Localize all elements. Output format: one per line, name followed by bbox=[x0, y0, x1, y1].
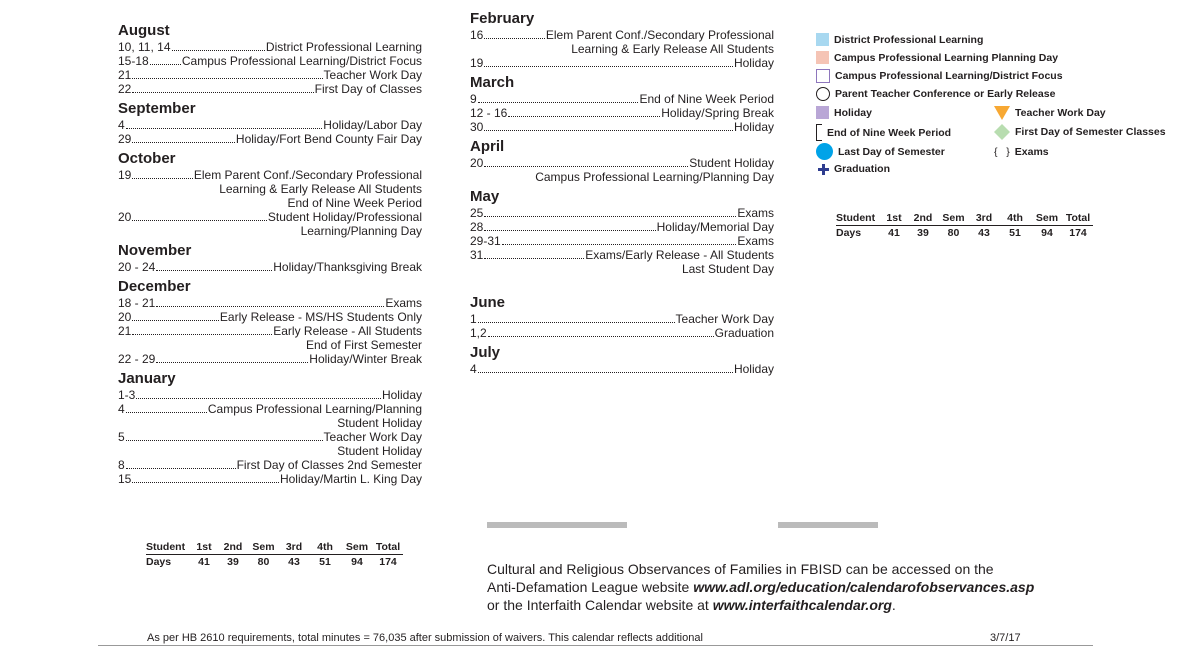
event-text: Teacher Work Day bbox=[323, 68, 422, 82]
event-text: First Day of Classes 2nd Semester bbox=[236, 458, 422, 472]
dot-leader bbox=[156, 306, 384, 307]
event-text: Teacher Work Day bbox=[675, 312, 774, 326]
circle-outline-icon bbox=[816, 87, 830, 101]
legend-teacher-work: Teacher Work Day bbox=[994, 106, 1106, 120]
event-date: 29-31 bbox=[470, 234, 501, 248]
event-text: Holiday/Memorial Day bbox=[656, 220, 774, 234]
dot-leader bbox=[132, 334, 272, 335]
dot-leader bbox=[484, 66, 733, 67]
days-header-cell: 4th bbox=[999, 211, 1031, 226]
event-row bbox=[118, 210, 422, 224]
event-text: Holiday/Martin L. King Day bbox=[279, 472, 422, 486]
event-row bbox=[470, 120, 774, 134]
event-date: 20 bbox=[470, 156, 484, 170]
days-value-cell: 51 bbox=[319, 556, 331, 568]
event-date: 10, 11, 14 bbox=[118, 40, 171, 54]
event-text: Student Holiday bbox=[689, 156, 774, 170]
divider bbox=[98, 645, 1093, 646]
dot-leader bbox=[484, 258, 584, 259]
district-swatch-icon bbox=[816, 33, 829, 46]
braces-icon: { } bbox=[994, 146, 1010, 158]
observances-note: Cultural and Religious Observances of Families in FBISD can be accessed on the Anti-Defamation League website www.adl.org/education/calendarofobservances.asp or the Interfaith Calendar website at www.interfaithcalendar.org. bbox=[487, 561, 1035, 613]
event-row bbox=[470, 28, 774, 42]
days-value-cell: 174 bbox=[1069, 227, 1087, 239]
event-text: Early Release - MS/HS Students Only bbox=[219, 310, 422, 324]
event-date: 21 bbox=[118, 68, 132, 82]
dot-leader bbox=[484, 130, 733, 131]
dot-leader bbox=[132, 92, 313, 93]
days-header-cell: Student bbox=[836, 211, 880, 226]
event-date: 12 - 16 bbox=[470, 106, 508, 120]
days-header-row bbox=[146, 540, 403, 555]
event-text: Holiday/Spring Break bbox=[661, 106, 774, 120]
event-text: District Professional Learning bbox=[265, 40, 422, 54]
event-row bbox=[470, 92, 774, 106]
event-date: 29 bbox=[118, 132, 132, 146]
days-value-cell: 39 bbox=[917, 227, 929, 239]
event-date: 4 bbox=[470, 362, 477, 376]
dot-leader bbox=[126, 412, 207, 413]
event-date: 20 - 24 bbox=[118, 260, 156, 274]
event-row bbox=[118, 310, 422, 324]
filled-circle-icon bbox=[816, 143, 833, 160]
dot-leader bbox=[126, 440, 323, 441]
event-text: Holiday/Winter Break bbox=[309, 352, 422, 366]
event-row bbox=[470, 234, 774, 248]
days-value-row bbox=[146, 555, 403, 570]
event-date: 1-3 bbox=[118, 388, 136, 402]
days-header-cell: 1st bbox=[880, 211, 908, 226]
days-value-cell: 43 bbox=[288, 556, 300, 568]
holiday-swatch-icon bbox=[816, 106, 829, 119]
second-semester-column bbox=[470, 6, 774, 376]
event-text: End of Nine Week Period bbox=[639, 92, 774, 106]
days-header-cell: Student bbox=[146, 540, 190, 555]
event-text-continued: End of Nine Week Period bbox=[287, 196, 422, 210]
days-header-cell: Sem bbox=[1031, 211, 1063, 226]
event-date: 21 bbox=[118, 324, 132, 338]
event-date: 8 bbox=[118, 458, 125, 472]
event-date: 25 bbox=[470, 206, 484, 220]
days-header-cell: Total bbox=[373, 540, 403, 555]
spacer bbox=[470, 276, 774, 290]
event-row bbox=[118, 54, 422, 68]
days-header-cell: 2nd bbox=[218, 540, 248, 555]
event-row bbox=[118, 324, 422, 338]
event-row bbox=[118, 430, 422, 444]
dot-leader bbox=[132, 142, 235, 143]
days-value-cell: 51 bbox=[1009, 227, 1021, 239]
cross-icon bbox=[818, 164, 829, 175]
event-text: Exams bbox=[737, 234, 774, 248]
instructional-days-table bbox=[836, 211, 1093, 240]
days-value-cell: 41 bbox=[888, 227, 900, 239]
dot-leader bbox=[484, 166, 688, 167]
event-text: Campus Professional Learning/Planning bbox=[207, 402, 422, 416]
event-row bbox=[118, 132, 422, 146]
days-value-cell: 80 bbox=[947, 227, 960, 239]
dot-leader bbox=[478, 322, 675, 323]
days-value-cell: 80 bbox=[257, 556, 270, 568]
event-row bbox=[470, 156, 774, 170]
event-date: 28 bbox=[470, 220, 484, 234]
dot-leader bbox=[484, 216, 736, 217]
event-text-continued: Student Holiday bbox=[337, 416, 422, 430]
event-row bbox=[118, 168, 422, 182]
month-heading: May bbox=[470, 188, 500, 205]
footer-note: As per HB 2610 requirements, total minutes = 76,035 after submission of waivers. This calendar reflects additional bbox=[147, 632, 703, 644]
dot-leader bbox=[478, 102, 639, 103]
dot-leader bbox=[172, 50, 265, 51]
month-heading: April bbox=[470, 138, 505, 155]
dot-leader bbox=[132, 482, 279, 483]
month-heading: August bbox=[118, 22, 170, 39]
dot-leader bbox=[126, 128, 323, 129]
event-row bbox=[118, 260, 422, 274]
days-value-cell: 174 bbox=[379, 556, 397, 568]
event-date: 19 bbox=[118, 168, 132, 182]
month-heading: November bbox=[118, 242, 192, 259]
days-table-right bbox=[836, 211, 1093, 240]
legend-holiday: Holiday bbox=[816, 106, 872, 119]
month-heading: March bbox=[470, 74, 515, 91]
event-row bbox=[470, 248, 774, 262]
event-text: Holiday/Thanksgiving Break bbox=[273, 260, 422, 274]
event-row bbox=[470, 106, 774, 120]
days-value-row bbox=[836, 226, 1093, 241]
campus-focus-swatch-icon bbox=[816, 69, 830, 83]
legend-district-pl: District Professional Learning bbox=[816, 33, 983, 46]
dot-leader bbox=[136, 398, 381, 399]
event-text-continued: Learning/Planning Day bbox=[300, 224, 422, 238]
event-text: Holiday bbox=[733, 120, 774, 134]
event-row bbox=[470, 326, 774, 340]
event-text: First Day of Classes bbox=[314, 82, 422, 96]
event-date: 22 - 29 bbox=[118, 352, 156, 366]
event-text: Elem Parent Conf./Secondary Professional bbox=[545, 28, 774, 42]
dot-leader bbox=[132, 178, 193, 179]
month-heading: January bbox=[118, 370, 176, 387]
days-header-cell: Sem bbox=[938, 211, 969, 226]
first-semester-column bbox=[118, 18, 422, 486]
adl-link[interactable]: www.adl.org/education/calendarofobservances.asp bbox=[693, 579, 1035, 595]
event-row bbox=[470, 220, 774, 234]
days-header-cell: 4th bbox=[309, 540, 341, 555]
bracket-icon bbox=[816, 124, 822, 141]
legend-exams: { } Exams bbox=[994, 146, 1049, 158]
days-header-cell: Sem bbox=[248, 540, 279, 555]
event-text: Early Release - All Students bbox=[273, 324, 422, 338]
dot-leader bbox=[132, 78, 322, 79]
month-heading: July bbox=[470, 344, 501, 361]
event-row bbox=[118, 40, 422, 54]
event-date: 22 bbox=[118, 82, 132, 96]
days-value-cell: 39 bbox=[227, 556, 239, 568]
event-text: Holiday/Fort Bend County Fair Day bbox=[235, 132, 422, 146]
event-date: 1,2 bbox=[470, 326, 487, 340]
event-row bbox=[118, 458, 422, 472]
legend-conference: Parent Teacher Conference or Early Release bbox=[816, 87, 1055, 101]
event-text: Graduation bbox=[714, 326, 774, 340]
event-date: 15 bbox=[118, 472, 132, 486]
event-date: 31 bbox=[470, 248, 484, 262]
dot-leader bbox=[484, 230, 655, 231]
legend-campus-planning: Campus Professional Learning Planning Day bbox=[816, 51, 1058, 64]
days-header-row bbox=[836, 211, 1093, 226]
event-text-continued: End of First Semester bbox=[305, 338, 422, 352]
revision-date: 3/7/17 bbox=[990, 632, 1021, 644]
event-date: 9 bbox=[470, 92, 477, 106]
event-row bbox=[118, 296, 422, 310]
event-row bbox=[118, 352, 422, 366]
dot-leader bbox=[132, 220, 267, 221]
dot-leader bbox=[484, 38, 545, 39]
days-value-cell: Days bbox=[836, 227, 862, 239]
days-header-cell: Sem bbox=[341, 540, 373, 555]
dot-leader bbox=[502, 244, 737, 245]
event-date: 16 bbox=[470, 28, 484, 42]
legend-first-day: First Day of Semester Classes bbox=[994, 124, 1166, 140]
days-header-cell: 3rd bbox=[279, 540, 309, 555]
event-text: Teacher Work Day bbox=[323, 430, 422, 444]
event-text-continued: Learning & Early Release All Students bbox=[219, 182, 422, 196]
days-value-cell: 94 bbox=[1041, 227, 1053, 239]
event-date: 4 bbox=[118, 118, 125, 132]
dot-leader bbox=[156, 362, 308, 363]
days-value-cell: Days bbox=[146, 556, 172, 568]
month-heading: June bbox=[470, 294, 506, 311]
cropped-text-fragment bbox=[487, 522, 627, 528]
event-text: Holiday bbox=[381, 388, 422, 402]
legend-campus-focus: Campus Professional Learning/District Focus bbox=[816, 69, 1063, 83]
days-value-cell: 94 bbox=[351, 556, 363, 568]
event-text: Holiday bbox=[733, 56, 774, 70]
days-header-cell: 2nd bbox=[908, 211, 938, 226]
days-header-cell: 3rd bbox=[969, 211, 999, 226]
instructional-days-table bbox=[146, 540, 403, 569]
event-text: Holiday bbox=[733, 362, 774, 376]
days-header-cell: 1st bbox=[190, 540, 218, 555]
event-row bbox=[118, 472, 422, 486]
event-date: 20 bbox=[118, 210, 132, 224]
event-text: Elem Parent Conf./Secondary Professional bbox=[193, 168, 422, 182]
event-row bbox=[118, 388, 422, 402]
dot-leader bbox=[508, 116, 660, 117]
event-text: Exams bbox=[737, 206, 774, 220]
event-date: 18 - 21 bbox=[118, 296, 156, 310]
event-date: 4 bbox=[118, 402, 125, 416]
event-text-continued: Learning & Early Release All Students bbox=[571, 42, 774, 56]
event-text: Exams/Early Release - All Students bbox=[585, 248, 774, 262]
event-date: 30 bbox=[470, 120, 484, 134]
legend-nine-week: End of Nine Week Period bbox=[816, 124, 951, 141]
days-value-cell: 41 bbox=[198, 556, 210, 568]
event-date: 19 bbox=[470, 56, 484, 70]
event-date: 15-18 bbox=[118, 54, 149, 68]
month-heading: February bbox=[470, 10, 535, 27]
dot-leader bbox=[132, 320, 219, 321]
month-heading: December bbox=[118, 278, 191, 295]
event-date: 20 bbox=[118, 310, 132, 324]
event-row bbox=[470, 312, 774, 326]
event-row bbox=[118, 82, 422, 96]
event-date: 5 bbox=[118, 430, 125, 444]
event-text-continued: Campus Professional Learning/Planning Day bbox=[535, 170, 774, 184]
dot-leader bbox=[478, 372, 733, 373]
dot-leader bbox=[150, 64, 181, 65]
diamond-icon bbox=[994, 124, 1010, 140]
event-text: Holiday/Labor Day bbox=[323, 118, 422, 132]
event-text: Exams bbox=[385, 296, 422, 310]
days-header-cell: Total bbox=[1063, 211, 1093, 226]
event-text: Student Holiday/Professional bbox=[267, 210, 422, 224]
legend-last-day: Last Day of Semester bbox=[816, 143, 945, 160]
event-row bbox=[118, 402, 422, 416]
legend-graduation: Graduation bbox=[818, 163, 890, 175]
event-text-continued: Last Student Day bbox=[681, 262, 774, 276]
triangle-down-icon bbox=[994, 106, 1010, 120]
month-heading: October bbox=[118, 150, 176, 167]
event-text: Campus Professional Learning/District Focus bbox=[181, 54, 422, 68]
event-row bbox=[470, 206, 774, 220]
month-heading: September bbox=[118, 100, 196, 117]
dot-leader bbox=[156, 270, 272, 271]
dot-leader bbox=[488, 336, 714, 337]
campus-planning-swatch-icon bbox=[816, 51, 829, 64]
dot-leader bbox=[126, 468, 236, 469]
event-text-continued: Student Holiday bbox=[337, 444, 422, 458]
event-row bbox=[118, 68, 422, 82]
cropped-text-fragment bbox=[778, 522, 878, 528]
event-row bbox=[118, 118, 422, 132]
event-date: 1 bbox=[470, 312, 477, 326]
event-row bbox=[470, 362, 774, 376]
days-value-cell: 43 bbox=[978, 227, 990, 239]
days-table-left bbox=[146, 540, 403, 569]
event-row bbox=[470, 56, 774, 70]
interfaith-link[interactable]: www.interfaithcalendar.org bbox=[712, 597, 892, 613]
